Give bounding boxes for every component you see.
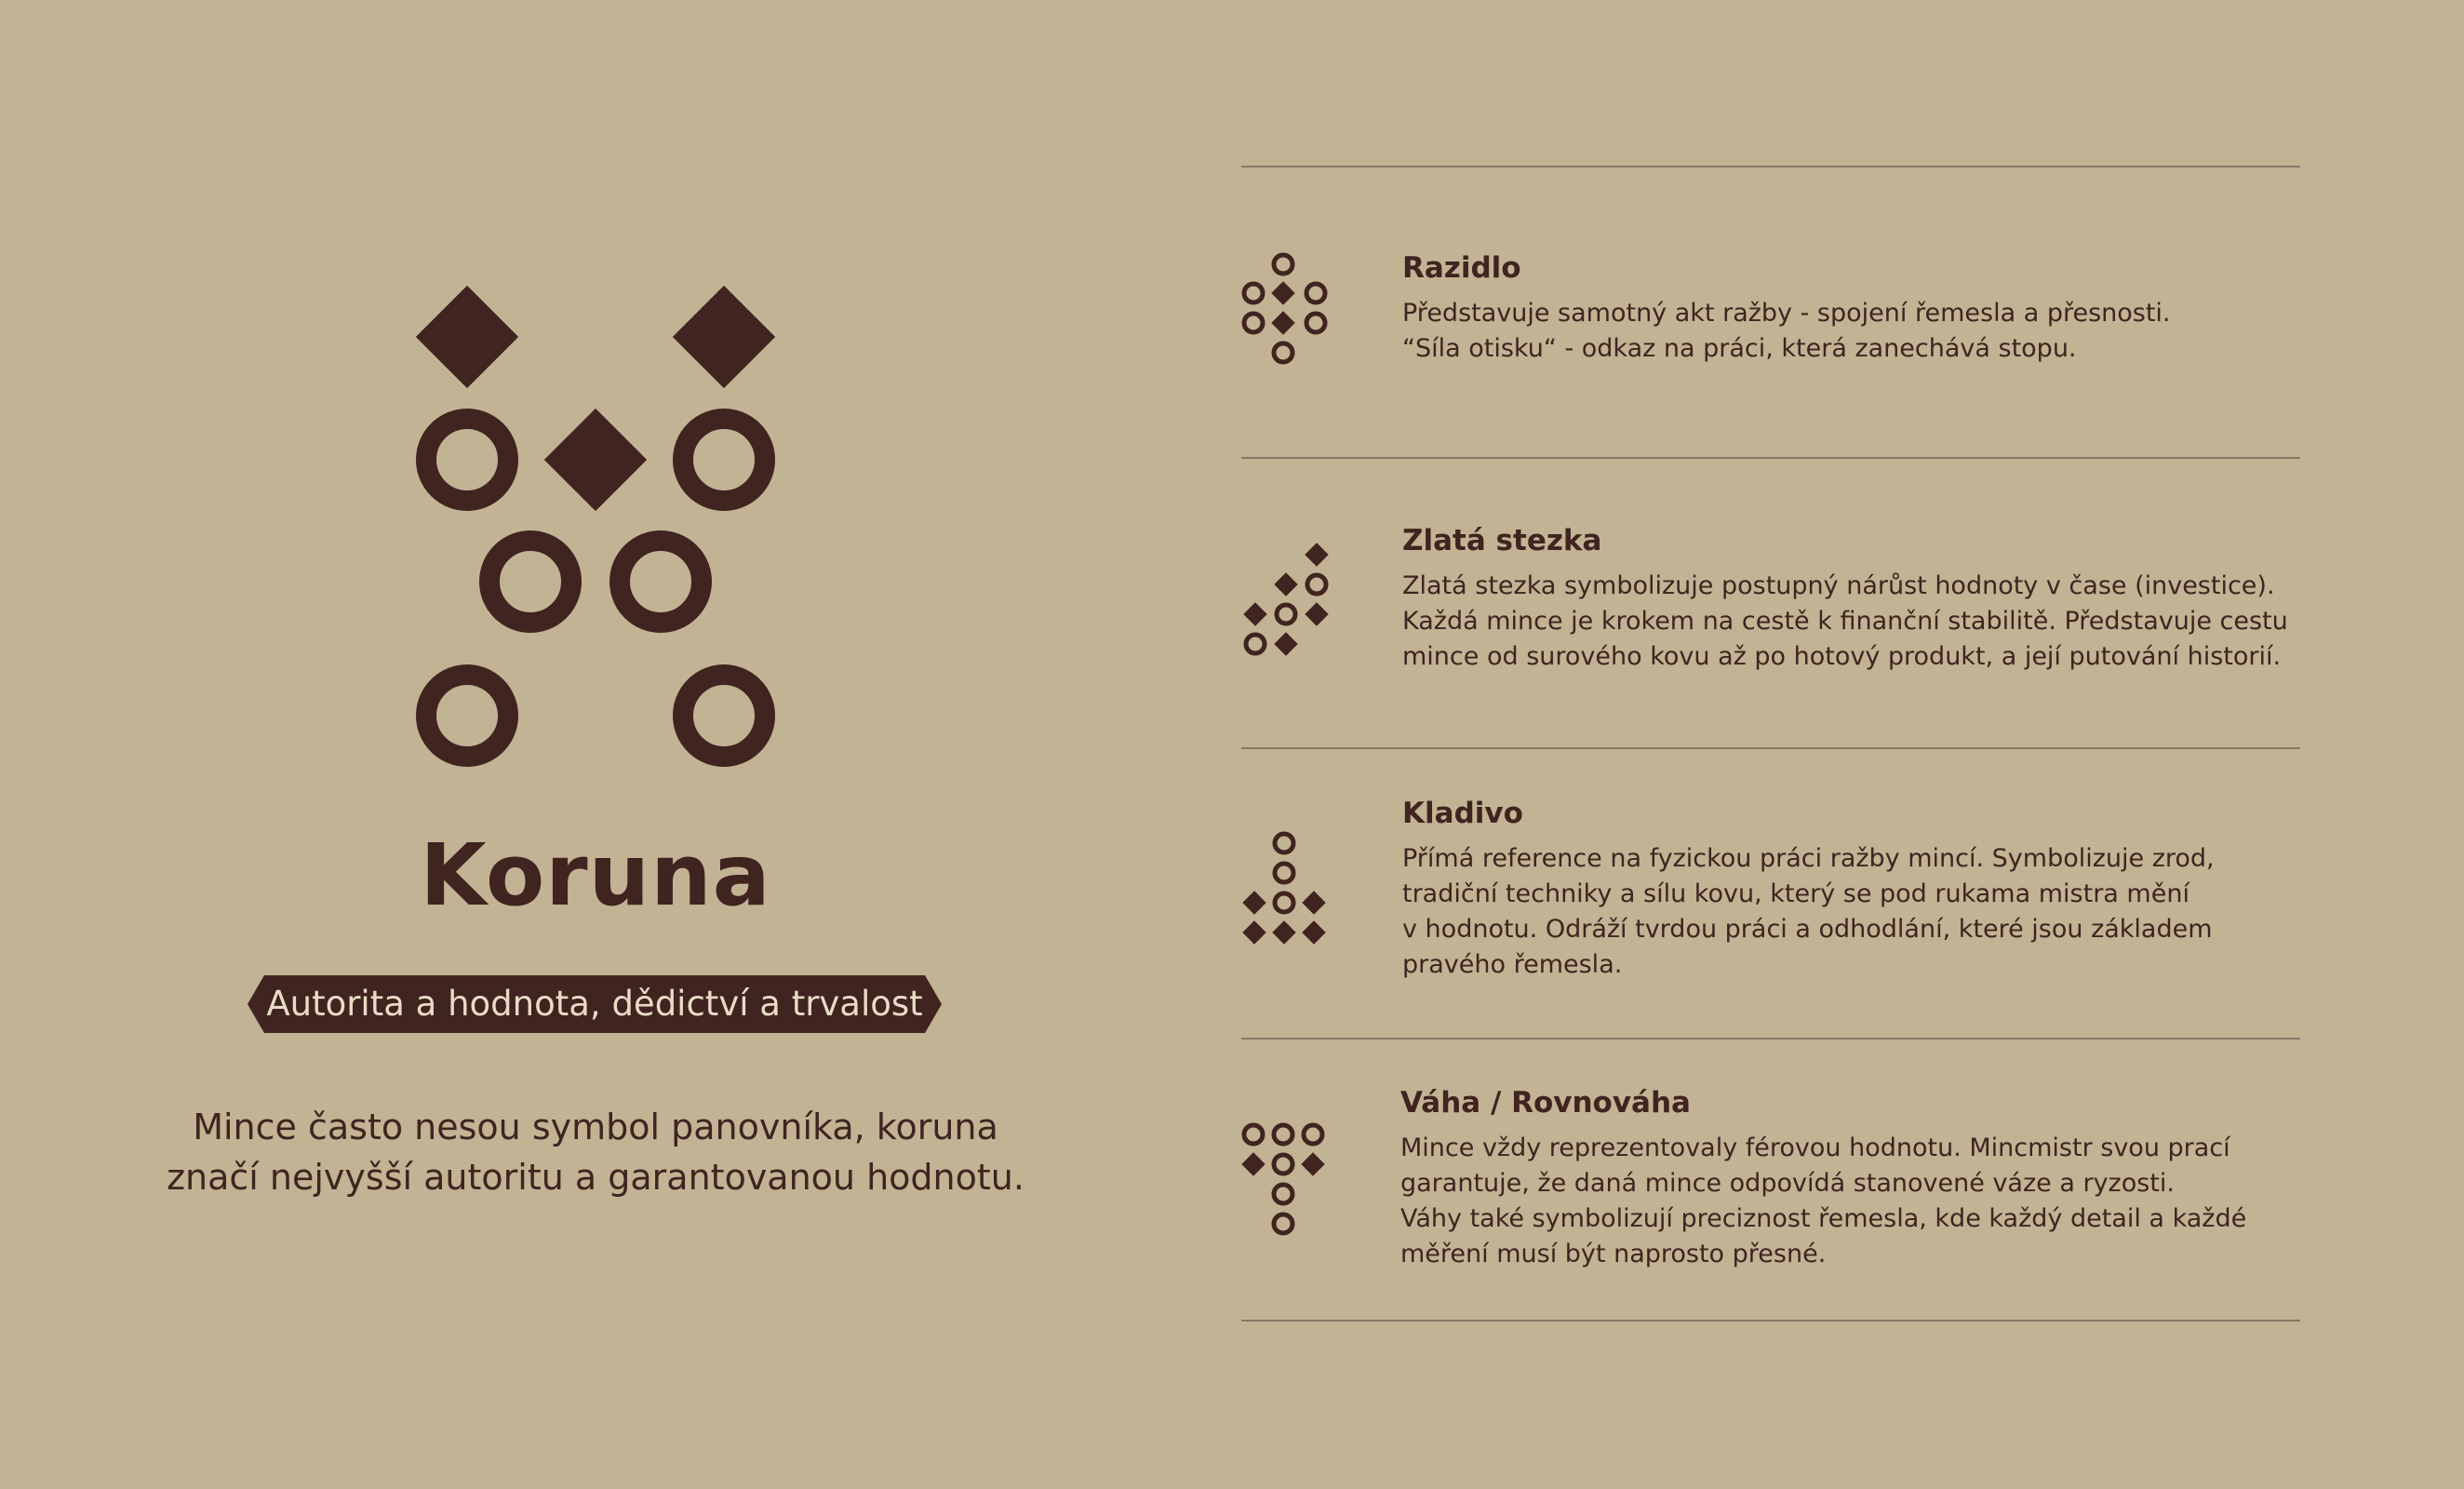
tagline-text: Autorita a hodnota, dědictví a trvalost [266,984,923,1024]
meaning-line: v hodnotu. Odráží tvrdou práci a odhodlání, které jsou základem [1402,915,2213,944]
meaning-line: měření musí být naprosto přesné. [1400,1240,1827,1268]
crown-pattern-icon [409,279,782,782]
divider [1241,166,2300,168]
meaning-line: Zlatá stezka symbolizuje postupný nárůst hodnoty v čase (investice). [1402,571,2275,600]
meaning-line: Mince vždy reprezentovaly férovou hodnotu. Mincmistr svou prací [1400,1134,2230,1162]
meaning-line: Každá mince je krokem na cestě k finanční stabilitě. Představuje cestu [1402,607,2288,636]
zlata-stezka-pattern-icon [1241,541,1334,662]
meaning-title: Kladivo [1402,797,1523,830]
divider [1241,457,2300,459]
meaning-line: mince od surového kovu až po hotový produkt, a její putování historií. [1402,642,2282,671]
meanings-list [1241,0,2302,1489]
symbol-panel [0,0,1191,1489]
meaning-text [1402,569,2296,675]
meaning-line: tradiční techniky a sílu kovu, který se pod rukama mistra mění [1402,879,2189,908]
meaning-line: Přímá reference na fyzickou práci ražby mincí. Symbolizuje zrod, [1402,844,2215,873]
description-line: značí nejvyšší autoritu a garantovanou hodnotu. [167,1157,1024,1198]
meaning-title: Váha / Rovnováha [1400,1086,1691,1120]
meaning-text [1402,296,2296,367]
meaning-title: Zlatá stezka [1402,524,1602,557]
meaning-text [1400,1131,2294,1272]
meaning-line: pravého řemesla. [1402,950,1623,979]
vaha-pattern-icon [1241,1121,1334,1242]
meaning-line: Váhy také symbolizují preciznost řemesla, kde každý detail a každé [1400,1204,2247,1233]
meaning-line: “Síla otisku“ - odkaz na práci, která zanechává stopu. [1402,334,2077,363]
description-line: Mince často nesou symbol panovníka, koruna [193,1107,998,1147]
symbol-title: Koruna [420,825,771,925]
divider [1241,1038,2300,1040]
meaning-text [1402,841,2296,983]
meaning-line: Představuje samotný akt ražby - spojení řemesla a přesnosti. [1402,299,2171,328]
kladivo-pattern-icon [1241,830,1334,951]
divider [1241,747,2300,749]
tagline-banner [248,975,942,1033]
symbol-description [130,1102,1061,1202]
divider [1241,1320,2300,1321]
meaning-line: garantuje, že daná mince odpovídá stanovené váze a ryzosti. [1400,1169,2175,1198]
razidlo-pattern-icon [1241,251,1334,370]
meaning-title: Razidlo [1402,251,1521,285]
